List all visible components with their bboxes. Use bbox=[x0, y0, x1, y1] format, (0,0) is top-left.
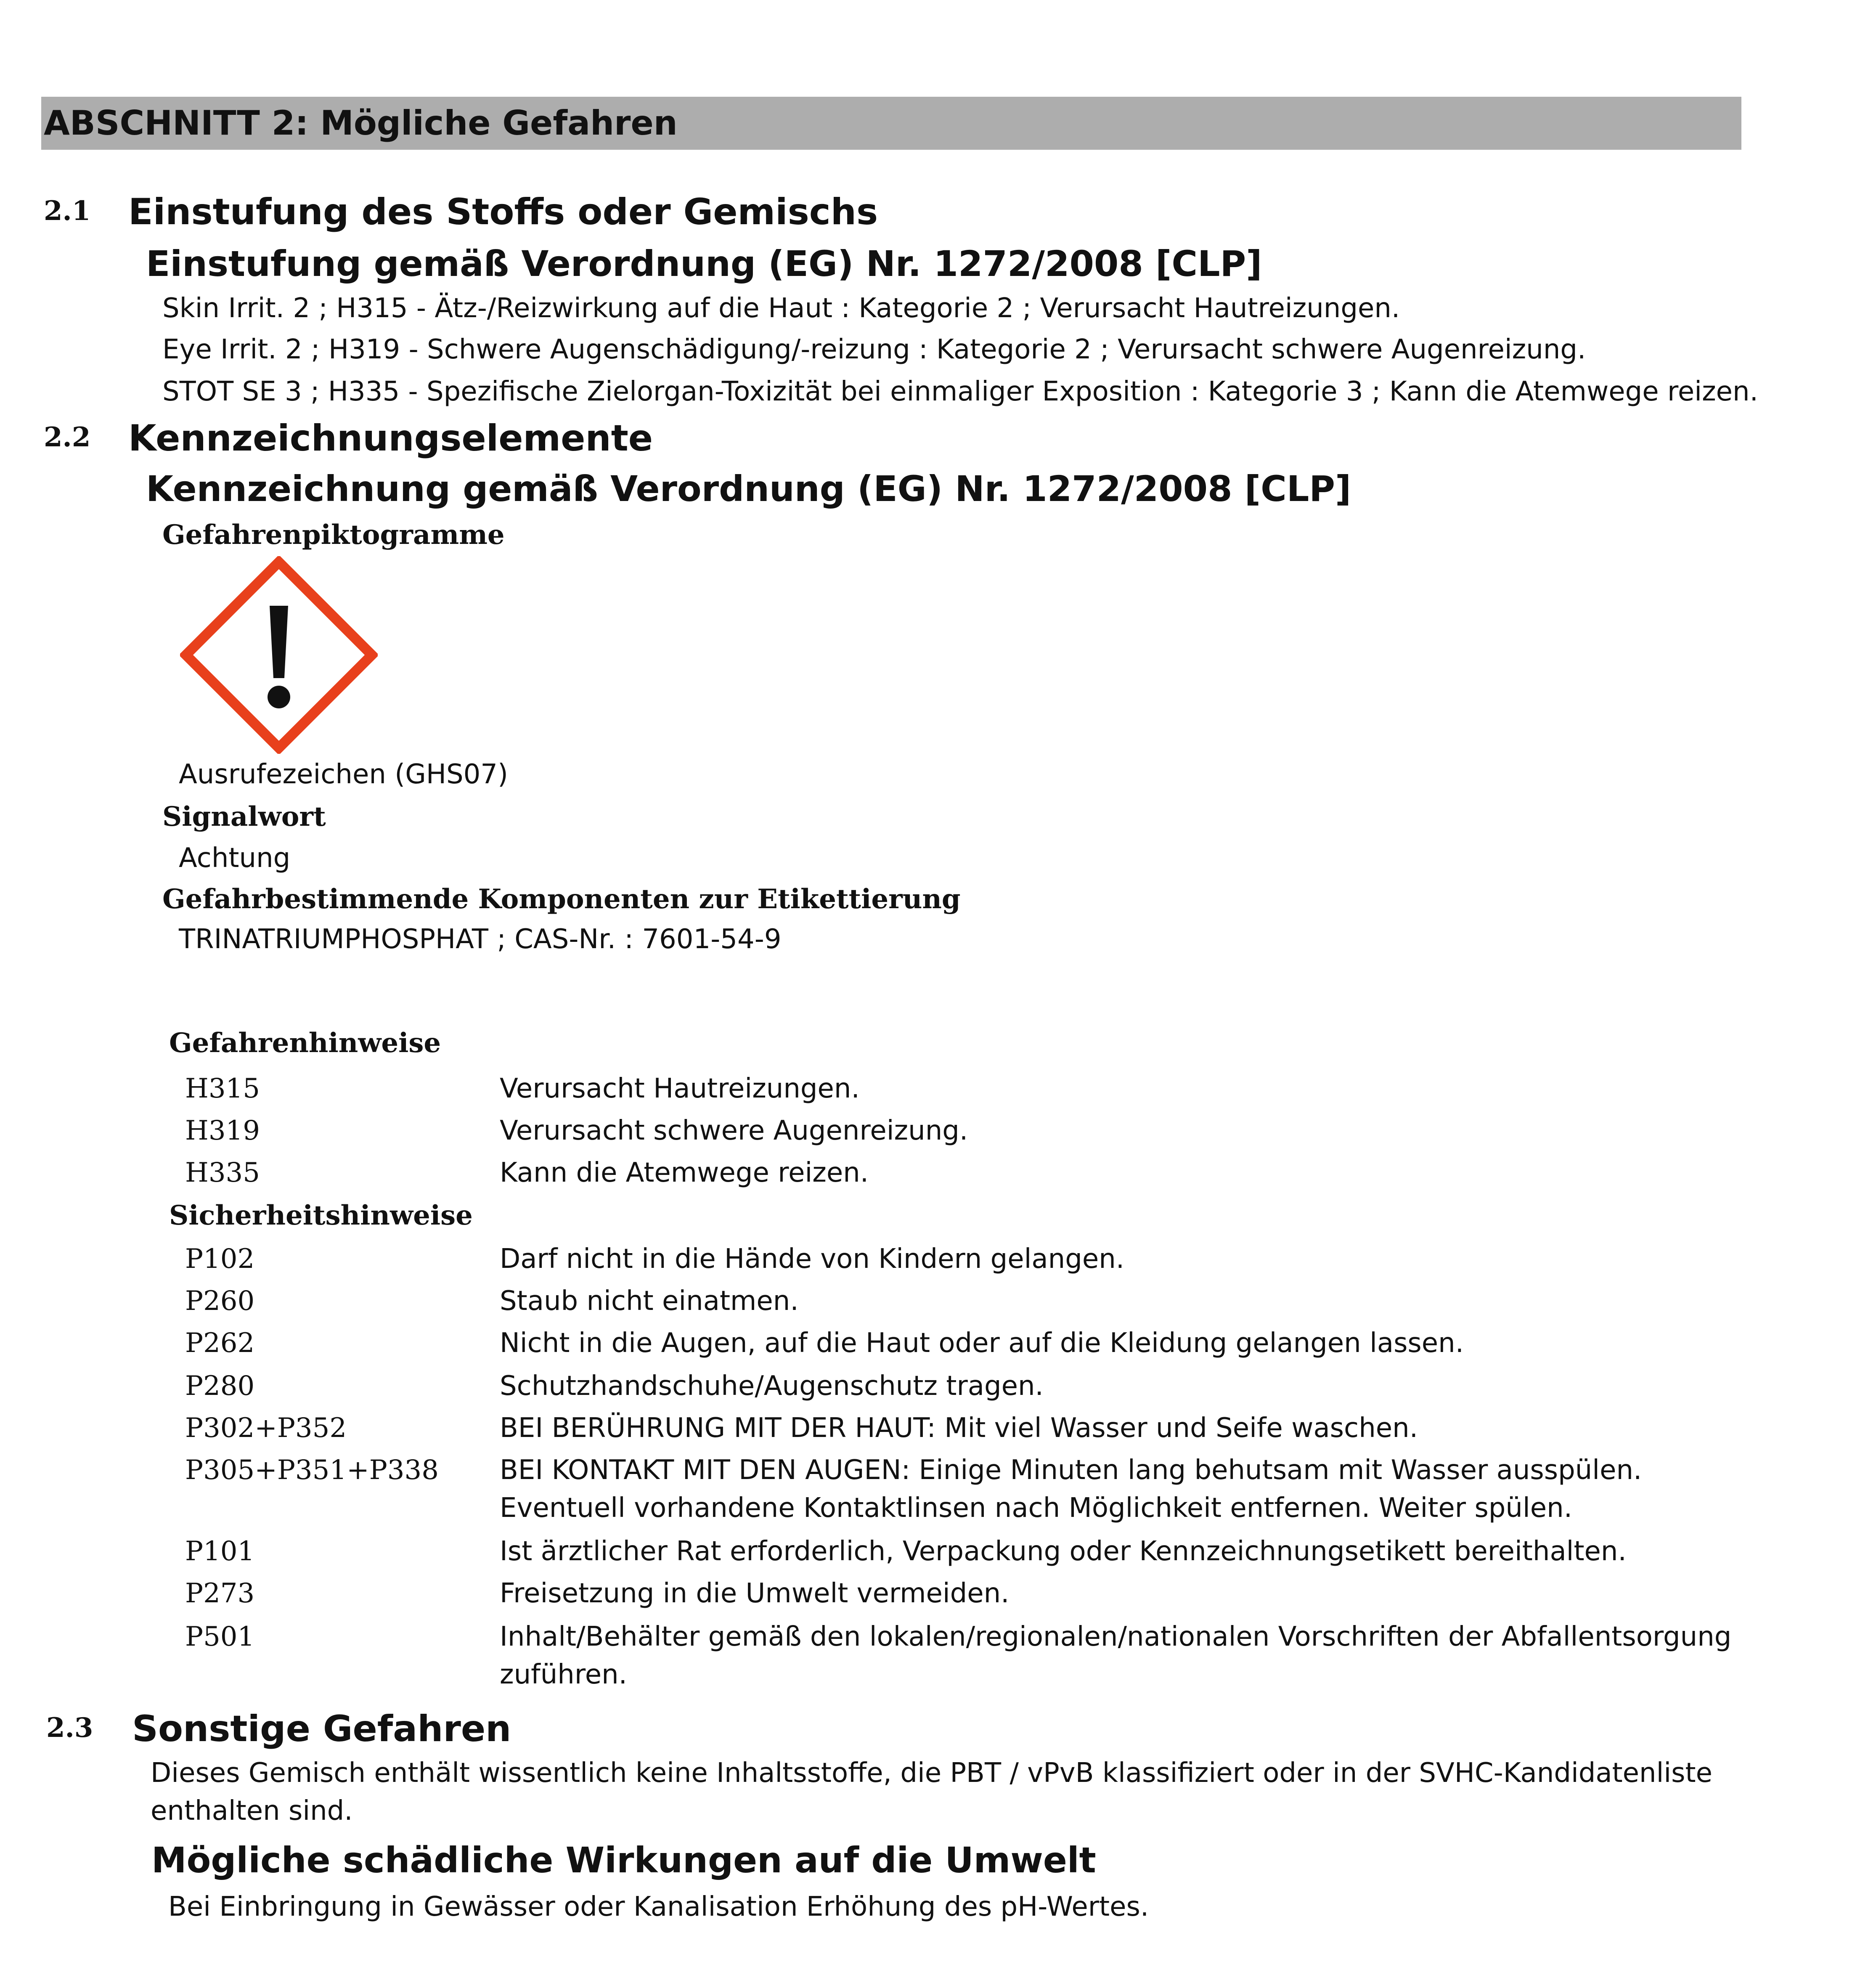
s23-title: Sonstige Gefahren bbox=[132, 1708, 511, 1750]
ghs07-exclamation-mark-icon bbox=[180, 556, 378, 754]
s23-number: 2.3 bbox=[46, 1712, 93, 1744]
signal-word-label: Signalwort bbox=[162, 801, 326, 832]
precaution-code: P302+P352 bbox=[185, 1413, 347, 1444]
hazard-text: Kann die Atemwege reizen. bbox=[500, 1157, 869, 1188]
precaution-code: P501 bbox=[185, 1621, 255, 1652]
precaution-text: Ist ärztlicher Rat erforderlich, Verpackung oder Kennzeichnungsetikett bereithalten. bbox=[500, 1536, 1627, 1567]
classification-line-1: Skin Irrit. 2 ; H315 - Ätz-/Reizwirkung auf die Haut : Kategorie 2 ; Verursacht Hautreizungen. bbox=[162, 293, 1400, 324]
precaution-text: Freisetzung in die Umwelt vermeiden. bbox=[500, 1578, 1010, 1609]
precaution-text: BEI BERÜHRUNG MIT DER HAUT: Mit viel Wasser und Seife waschen. bbox=[500, 1413, 1418, 1444]
s22-number: 2.2 bbox=[44, 422, 91, 453]
precautionary-statements-label: Sicherheitshinweise bbox=[169, 1200, 473, 1231]
s22-subtitle: Kennzeichnung gemäß Verordnung (EG) Nr. 1272/2008 [CLP] bbox=[146, 468, 1351, 509]
components-label: Gefahrbestimmende Komponenten zur Etikettierung bbox=[162, 883, 961, 915]
hazard-statements-label: Gefahrenhinweise bbox=[169, 1027, 441, 1059]
hazard-text: Verursacht Hautreizungen. bbox=[500, 1073, 860, 1104]
precaution-code: P101 bbox=[185, 1536, 255, 1567]
precaution-text-continued: zuführen. bbox=[500, 1659, 627, 1690]
pictogram-caption: Ausrufezeichen (GHS07) bbox=[179, 759, 508, 790]
components-value: TRINATRIUMPHOSPHAT ; CAS-Nr. : 7601-54-9 bbox=[179, 924, 782, 955]
exclamation-dot bbox=[268, 686, 290, 708]
hazard-code: H335 bbox=[185, 1157, 260, 1188]
precaution-text: Schutzhandschuhe/Augenschutz tragen. bbox=[500, 1371, 1044, 1402]
classification-line-3: STOT SE 3 ; H335 - Spezifische Zielorgan-Toxizität bei einmaliger Exposition : Kategorie 3 ; Kann die Atemwege reizen. bbox=[162, 376, 1758, 407]
s22-title: Kennzeichnungselemente bbox=[128, 417, 653, 459]
other-hazards-text-line-2: enthalten sind. bbox=[151, 1795, 353, 1827]
precaution-code: P305+P351+P338 bbox=[185, 1455, 439, 1486]
precaution-text: Darf nicht in die Hände von Kindern gelangen. bbox=[500, 1243, 1125, 1275]
environment-effects-text: Bei Einbringung in Gewässer oder Kanalisation Erhöhung des pH-Wertes. bbox=[168, 1891, 1149, 1922]
section-title: ABSCHNITT 2: Mögliche Gefahren bbox=[44, 103, 678, 143]
pictograms-label: Gefahrenpiktogramme bbox=[162, 519, 505, 551]
s21-title: Einstufung des Stoffs oder Gemischs bbox=[128, 191, 878, 233]
other-hazards-text-line-1: Dieses Gemisch enthält wissentlich keine Inhaltsstoffe, die PBT / vPvB klassifiziert oder in der SVHC-Kandidatenliste bbox=[151, 1758, 1712, 1789]
environment-effects-title: Mögliche schädliche Wirkungen auf die Umwelt bbox=[151, 1840, 1096, 1881]
precaution-code: P262 bbox=[185, 1328, 255, 1359]
precaution-text: Nicht in die Augen, auf die Haut oder auf die Kleidung gelangen lassen. bbox=[500, 1328, 1464, 1359]
precaution-code: P260 bbox=[185, 1286, 255, 1317]
precaution-text: Staub nicht einatmen. bbox=[500, 1286, 799, 1317]
hazard-code: H315 bbox=[185, 1073, 260, 1104]
classification-line-2: Eye Irrit. 2 ; H319 - Schwere Augenschädigung/-reizung : Kategorie 2 ; Verursacht schwere Augenreizung. bbox=[162, 334, 1586, 365]
precaution-code: P280 bbox=[185, 1371, 255, 1402]
signal-word: Achtung bbox=[179, 843, 291, 874]
precaution-text: BEI KONTAKT MIT DEN AUGEN: Einige Minuten lang behutsam mit Wasser ausspülen. bbox=[500, 1455, 1642, 1486]
hazard-text: Verursacht schwere Augenreizung. bbox=[500, 1115, 968, 1146]
precaution-text-continued: Eventuell vorhandene Kontaktlinsen nach Möglichkeit entfernen. Weiter spülen. bbox=[500, 1493, 1573, 1524]
s21-subtitle: Einstufung gemäß Verordnung (EG) Nr. 1272/2008 [CLP] bbox=[146, 243, 1262, 284]
precaution-text: Inhalt/Behälter gemäß den lokalen/regionalen/nationalen Vorschriften der Abfallentsorgung bbox=[500, 1621, 1732, 1652]
precaution-code: P273 bbox=[185, 1578, 255, 1609]
hazard-code: H319 bbox=[185, 1115, 260, 1146]
precaution-code: P102 bbox=[185, 1243, 255, 1275]
s21-number: 2.1 bbox=[44, 195, 91, 227]
